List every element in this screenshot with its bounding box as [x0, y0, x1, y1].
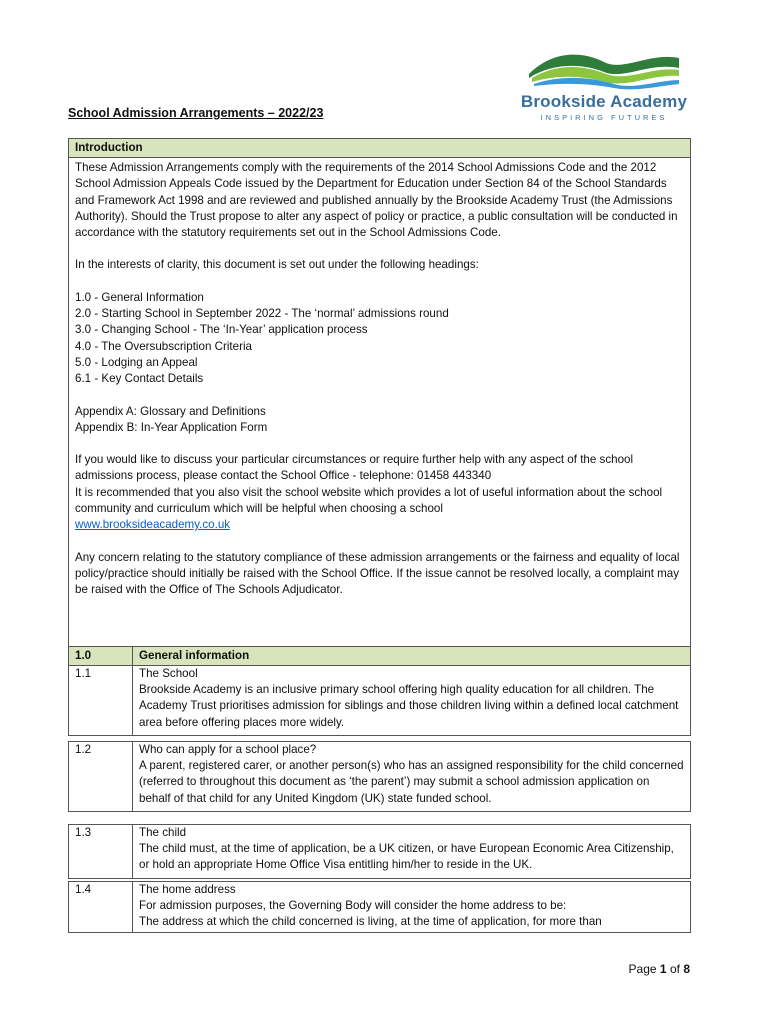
section-1-4: [68, 881, 691, 933]
website-text: It is recommended that you also visit the school website which provides a lot of useful information about the school community and curriculum which will be helpful when choosing a school: [75, 485, 663, 516]
item-body-line: For admission purposes, the Governing Body will consider the home address to be:: [139, 899, 567, 912]
introduction-box: [68, 138, 691, 648]
item-body: Brookside Academy is an inclusive primary school offering high quality education for all children. The Academy Trust prioritises admission for siblings and those children living within a defined local catchment area before offering places more widely.: [139, 683, 679, 729]
logo-tagline: INSPIRING FUTURES: [540, 113, 668, 122]
hills-logo-icon: [524, 44, 684, 90]
introduction-heading: Introduction: [69, 139, 690, 158]
intro-paragraph: In the interests of clarity, this document is set out under the following headings:: [75, 258, 479, 272]
item-body: A parent, registered carer, or another person(s) who has an assigned responsibility for the child concerned (referred to throughout this document as ‘the parent’) may submit a school admission application on behalf of that child for any United Kingdom (UK) state funded school.: [139, 759, 684, 805]
section-number: 1.0: [69, 647, 133, 666]
heading-item: 2.0 - Starting School in September 2022 - The ‘normal’ admissions round: [75, 307, 449, 321]
headings-list: [75, 290, 684, 388]
item-body-line: The address at which the child concerned is living, at the time of application, for more than: [139, 915, 602, 929]
page-footer: [629, 962, 690, 976]
appendix-item: Appendix B: In-Year Application Form: [75, 420, 268, 434]
page-word: Page: [628, 962, 657, 976]
item-heading: The child: [139, 826, 187, 839]
contact-text: If you would like to discuss your particular circumstances or require further help with any aspect of the school admissions process, please contact the School Office - telephone: 01458 443340: [75, 453, 634, 483]
current-page: 1: [659, 962, 667, 976]
intro-paragraph: These Admission Arrangements comply with the requirements of the 2014 School Admissions Code and the 2012 School Admission Appeals Code issued by the Department for Education under Section 84 of the School Standards and Framework Act 1998 and are reviewed and published annually by the Brookside Academy Trust (the Admissions Authority). Should the Trust propose to alter any aspect of policy or practice, a public consultation will be conducted in accordance with the statutory requirements set out in the School Admissions Code.: [75, 161, 678, 240]
item-body: The child must, at the time of application, be a UK citizen, or have European Economic Area Citizenship, or hold an appropriate Home Office Visa entitling him/her to reside in the UK.: [139, 842, 674, 872]
appendix-item: Appendix A: Glossary and Definitions: [75, 404, 266, 418]
school-logo: [518, 44, 690, 124]
document-title: School Admission Arrangements – 2022/23: [68, 106, 324, 120]
heading-item: 3.0 - Changing School - The ‘In-Year’ application process: [75, 323, 368, 337]
logo-school-name: Brookside Academy: [520, 92, 688, 111]
heading-item: 1.0 - General Information: [75, 290, 204, 304]
heading-item: 5.0 - Lodging an Appeal: [75, 355, 198, 369]
item-heading: The home address: [139, 883, 236, 896]
item-number: 1.3: [69, 825, 133, 840]
total-pages: 8: [683, 962, 690, 976]
item-number: 1.1: [69, 666, 133, 681]
section-1-2: [68, 741, 691, 812]
section-1-0-and-1-1: [68, 646, 691, 736]
section-1-3: [68, 824, 691, 879]
concern-paragraph: Any concern relating to the statutory compliance of these admission arrangements or the fairness and equality of local policy/practice should initially be raised with the School Office. If the issue cannot be resolved locally, a complaint may be raised with the Office of The Schools Adjudicator.: [75, 550, 680, 597]
introduction-body: [69, 158, 690, 617]
item-heading: The School: [139, 667, 198, 680]
of-word: of: [669, 962, 680, 976]
section-heading: General information: [133, 647, 690, 666]
appendices-list: [75, 404, 684, 437]
website-link[interactable]: www.brooksideacademy.co.uk: [75, 518, 231, 532]
item-number: 1.2: [69, 742, 133, 757]
heading-item: 4.0 - The Oversubscription Criteria: [75, 339, 252, 353]
heading-item: 6.1 - Key Contact Details: [75, 372, 204, 386]
item-body: [133, 897, 690, 932]
item-number: 1.4: [69, 882, 133, 897]
contact-paragraph: [75, 452, 684, 533]
item-heading: Who can apply for a school place?: [139, 743, 317, 756]
